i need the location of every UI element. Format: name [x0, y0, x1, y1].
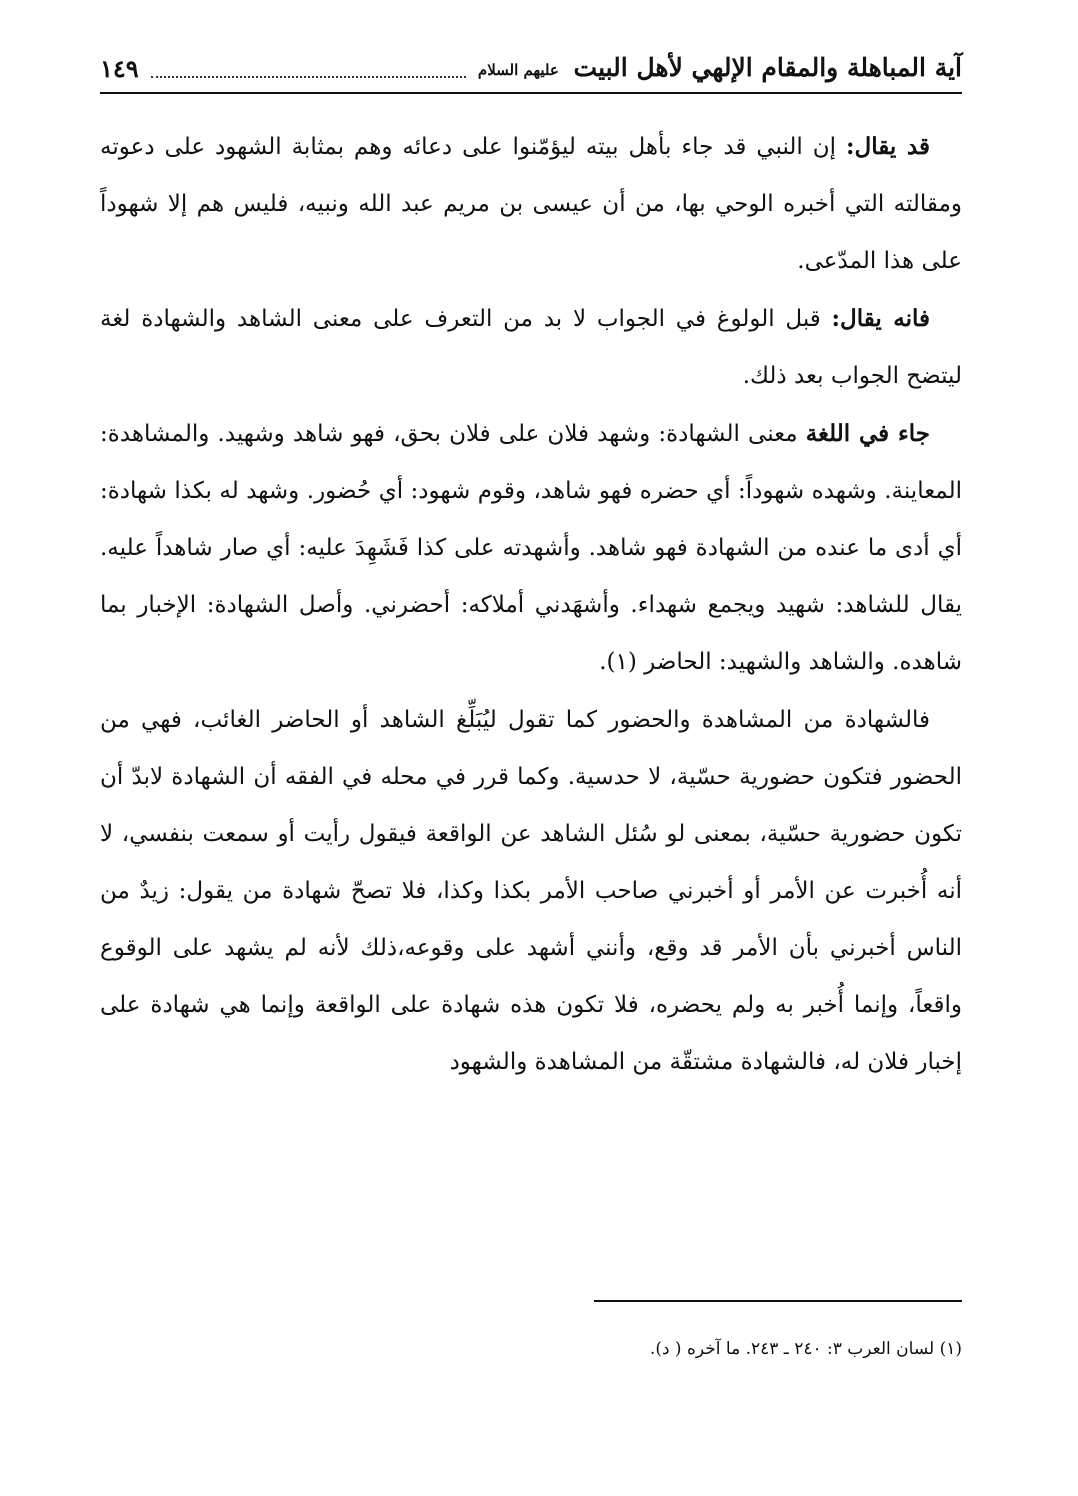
paragraph-4 [100, 691, 962, 1091]
running-title [478, 48, 962, 88]
footnote-rule [594, 1300, 962, 1302]
paragraph-2 [100, 290, 962, 405]
paragraph-text: معنى الشهادة: وشهد فلان على فلان بحق، فهو شاهد وشهيد. والمشاهدة: المعاينة. وشهده شهوداً: أي حضره فهو شاهد، وقوم شهود: أي حُضور. وشهد له بكذا شهادة: أي أدى ما عنده من الشهادة فهو شاهد. وأشهدته على كذا فَشَهِدَ عليه: أي صار شاهداً عليه. يقال للشاهد: شهيد ويجمع شهداء. وأشهَدني أملاكه: أحضرني. وأصل الشهادة: الإخبار بما شاهده. والشاهد والشهيد: الحاضر (١). [100, 421, 962, 675]
leader-dots [151, 64, 466, 78]
paragraph-1 [100, 118, 962, 290]
running-title-text: آية المباهلة والمقام الإلهي لأهل البيت [573, 53, 962, 82]
paragraph-text: إن النبي قد جاء بأهل بيته ليؤمّنوا على دعائه وهم بمثابة الشهود على دعوته ومقالته التي أخبره الوحي بها، من أن عيسى بن مريم عبد الله ونبيه، فليس هم إلا شهوداً على هذا المدّعى. [100, 134, 962, 274]
paragraph-lead: فانه يقال: [831, 305, 930, 332]
header-rule [100, 92, 962, 94]
paragraph-lead: قد يقال: [846, 133, 930, 160]
honorific-ornament-icon: عليهم السلام [477, 60, 559, 79]
paragraph-text: قبل الولوغ في الجواب لا بد من التعرف على معنى الشاهد والشهادة لغة ليتضح الجواب بعد ذلك. [100, 306, 962, 389]
footnote: (١) لسان العرب ٣: ٢٤٠ ـ ٢٤٣. ما آخره ( د). [649, 1339, 962, 1359]
body-text [100, 118, 962, 1091]
paragraph-3 [100, 405, 962, 691]
paragraph-text: فالشهادة من المشاهدة والحضور كما تقول ليُبَلِّغ الشاهد أو الحاضر الغائب، فهي من الحضور فتكون حضورية حسّية، لا حدسية. وكما قرر في محله في الفقه أن الشهادة لابدّ أن تكون حضورية حسّية، بمعنى لو سُئل الشاهد عن الواقعة فيقول رأيت أو سمعت بنفسي، لا أنه أُخبرت عن الأمر أو أخبرني صاحب الأمر بكذا وكذا، فلا تصحّ شهادة من يقول: زيدٌ من الناس أخبرني بأن الأمر قد وقع، وأنني أشهد على وقوعه،ذلك لأنه لم يشهد على الوقوع واقعاً، وإنما أُخبر به ولم يحضره، فلا تكون هذه شهادة على الواقعة وإنما هي شهادة على إخبار فلان له، فالشهادة مشتقّة من المشاهدة والشهود [100, 707, 962, 1075]
paragraph-lead: جاء في اللغة [805, 420, 930, 447]
page-header [100, 40, 962, 88]
page-number: ١٤٩ [100, 53, 139, 83]
